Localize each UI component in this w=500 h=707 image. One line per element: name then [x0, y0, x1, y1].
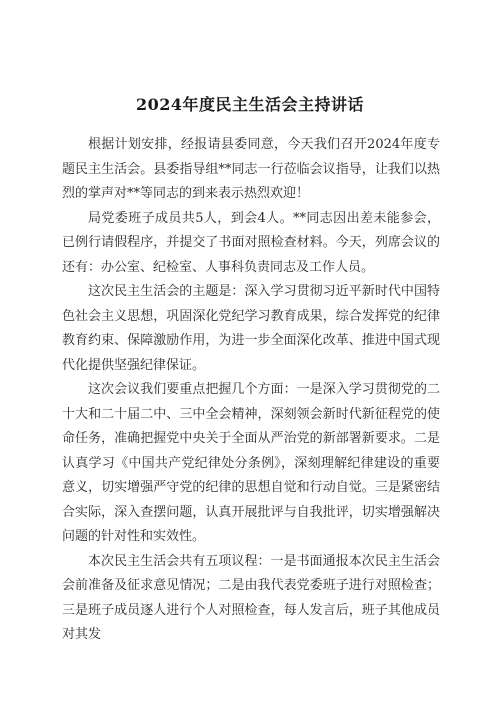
paragraph: 本次民主生活会共有五项议程：一是书面通报本次民主生活会会前准备及征求意见情况；二是由我代表党委班子进行对照检查；三是班子成员逐人进行个人对照检查，每人发言后，班子其他成员对其发 — [62, 553, 440, 642]
document-title: 2024年度民主生活会主持讲话 — [135, 95, 365, 114]
paragraph: 这次会议我们要重点把握几个方面：一是深入学习贯彻党的二十大和二十届二中、三中全会精神，深刻领会新时代新征程党的使命任务，准确把握党中央关于全面从严治党的新部署新要求。二是认真学习《中国共产党纪律处分条例》，深刻理解纪律建设的重要意义，切实增强严守党的纪律的思想自觉和行动自觉。三是紧密结合实际，深入查摆问题，认真开展批评与自我批评，切实增强解决问题的针对性和实效性。 — [62, 382, 440, 544]
paragraph: 根据计划安排，经报请县委同意，今天我们召开2024年度专题民主生活会。县委指导组**同志一行莅临会议指导，让我们以热烈的掌声对**等同志的到来表示热烈欢迎！ — [62, 137, 440, 201]
paragraph: 这次民主生活会的主题是：深入学习贯彻习近平新时代中国特色社会主义思想，巩固深化党纪学习教育成果，综合发挥党的纪律教育约束、保障激励作用，为进一步全面深化改革、推进中国式现代化提供坚强纪律保证。 — [62, 284, 440, 373]
document-body — [62, 133, 440, 648]
paragraph: 局党委班子成员共5人，到会4人。**同志因出差未能参会，已例行请假程序，并提交了书面对照检查材料。今天，列席会议的还有：办公室、纪检室、人事科负责同志及工作人员。 — [62, 210, 440, 275]
